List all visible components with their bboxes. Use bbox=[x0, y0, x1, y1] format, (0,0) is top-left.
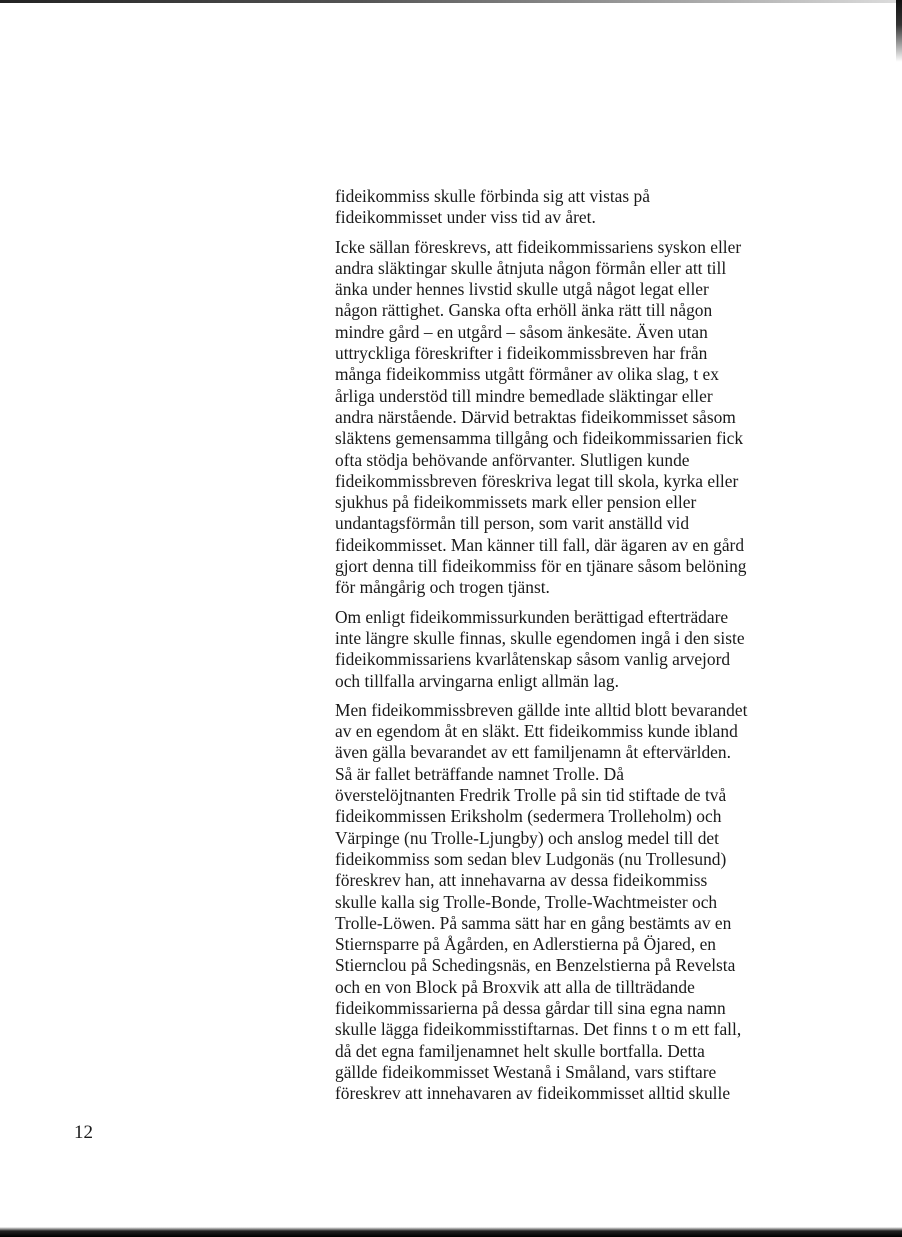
text-line: mindre gård – en utgård – såsom änkesäte. Även utan bbox=[335, 321, 708, 342]
text-line: fideikommisset under viss tid av året. bbox=[335, 207, 596, 228]
text-line: fideikommissen Eriksholm (sedermera Trolleholm) och bbox=[335, 806, 722, 827]
text-line: andra släktingar skulle åtnjuta någon förmån eller att till bbox=[335, 257, 727, 278]
text-line: Så är fallet beträffande namnet Trolle. Då bbox=[335, 763, 624, 784]
text-line: för mångårig och trogen tjänst. bbox=[335, 577, 550, 598]
text-line: föreskrev att innehavaren av fideikommisset alltid skulle bbox=[335, 1083, 731, 1104]
text-line: änka under hennes livstid skulle utgå något legat eller bbox=[335, 279, 709, 300]
text-line: ofta stödja behövande anförvanter. Slutligen kunde bbox=[335, 449, 690, 470]
text-line: många fideikommiss utgått förmåner av olika slag, t ex bbox=[335, 364, 719, 385]
paragraph bbox=[335, 607, 835, 692]
text-line: fideikommiss skulle förbinda sig att vistas på bbox=[335, 186, 650, 206]
text-line: av en egendom åt en släkt. Ett fideikommiss kunde ibland bbox=[335, 721, 738, 742]
text-line: och en von Block på Broxvik att alla de tillträdande bbox=[335, 976, 695, 997]
text-line: sjukhus på fideikommissets mark eller pension eller bbox=[335, 492, 697, 513]
text-line: Stiernclou på Schedingsnäs, en Benzelstierna på Revelsta bbox=[335, 955, 736, 976]
text-line: föreskrev han, att innehavarna av dessa fideikommiss bbox=[335, 870, 708, 891]
page-number: 12 bbox=[74, 1122, 93, 1143]
text-line: fideikommissbreven föreskriva legat till skola, kyrka eller bbox=[335, 470, 739, 491]
text-line: släktens gemensamma tillgång och fideikommissarien fick bbox=[335, 428, 744, 449]
text-line: gjort denna till fideikommiss för en tjänare såsom belöning bbox=[335, 556, 747, 577]
scan-edge-bottom bbox=[0, 1227, 902, 1237]
text-line: skulle kalla sig Trolle-Bonde, Trolle-Wachtmeister och bbox=[335, 891, 718, 912]
text-line: inte längre skulle finnas, skulle egendomen ingå i den siste bbox=[335, 627, 745, 648]
text-line: fideikommiss som sedan blev Ludgonäs (nu Trollesund) bbox=[335, 848, 727, 869]
text-line: Stiernsparre på Ågården, en Adlerstierna på Öjared, en bbox=[335, 934, 716, 955]
text-line: Värpinge (nu Trolle-Ljungby) och anslog medel till det bbox=[335, 827, 719, 848]
body-text bbox=[335, 186, 835, 1112]
text-line: Icke sällan föreskrevs, att fideikommissariens syskon eller bbox=[335, 236, 742, 257]
paragraph bbox=[335, 237, 835, 599]
text-line: då det egna familjenamnet helt skulle bortfalla. Detta bbox=[335, 1040, 705, 1061]
text-line: Om enligt fideikommissurkunden berättigad efterträdare bbox=[335, 606, 729, 627]
text-line: undantagsförmån till person, som varit anställd vid bbox=[335, 513, 690, 534]
text-line: någon rättighet. Ganska ofta erhöll änka rätt till någon bbox=[335, 300, 713, 321]
text-line: även gälla bevarandet av ett familjenamn åt eftervärlden. bbox=[335, 742, 731, 763]
text-line: uttryckliga föreskrifter i fideikommissbreven har från bbox=[335, 343, 708, 364]
text-line: skulle lägga fideikommisstiftarnas. Det finns t o m ett fall, bbox=[335, 1019, 742, 1040]
text-line: och tillfalla arvingarna enligt allmän lag. bbox=[335, 670, 619, 691]
scan-edge-top bbox=[0, 0, 902, 3]
text-line: Men fideikommissbreven gällde inte alltid blott bevarandet bbox=[335, 699, 748, 720]
text-line: Trolle-Löwen. På samma sätt har en gång bestämts av en bbox=[335, 912, 732, 933]
text-line: andra närstående. Därvid betraktas fideikommisset såsom bbox=[335, 406, 736, 427]
text-line: fideikommissariens kvarlåtenskap såsom vanlig arvejord bbox=[335, 649, 731, 670]
text-line: överstelöjtnanten Fredrik Trolle på sin tid stiftade de två bbox=[335, 785, 727, 806]
scan-edge-right bbox=[896, 0, 902, 1237]
paragraph bbox=[335, 700, 835, 1105]
text-line: fideikommisset. Man känner till fall, där ägaren av en gård bbox=[335, 534, 745, 555]
paragraph bbox=[335, 186, 835, 229]
text-line: årliga understöd till mindre bemedlade släktingar eller bbox=[335, 385, 713, 406]
text-line: gällde fideikommisset Westanå i Småland, vars stiftare bbox=[335, 1061, 717, 1082]
text-line: fideikommissarierna på dessa gårdar till sina egna namn bbox=[335, 997, 726, 1018]
